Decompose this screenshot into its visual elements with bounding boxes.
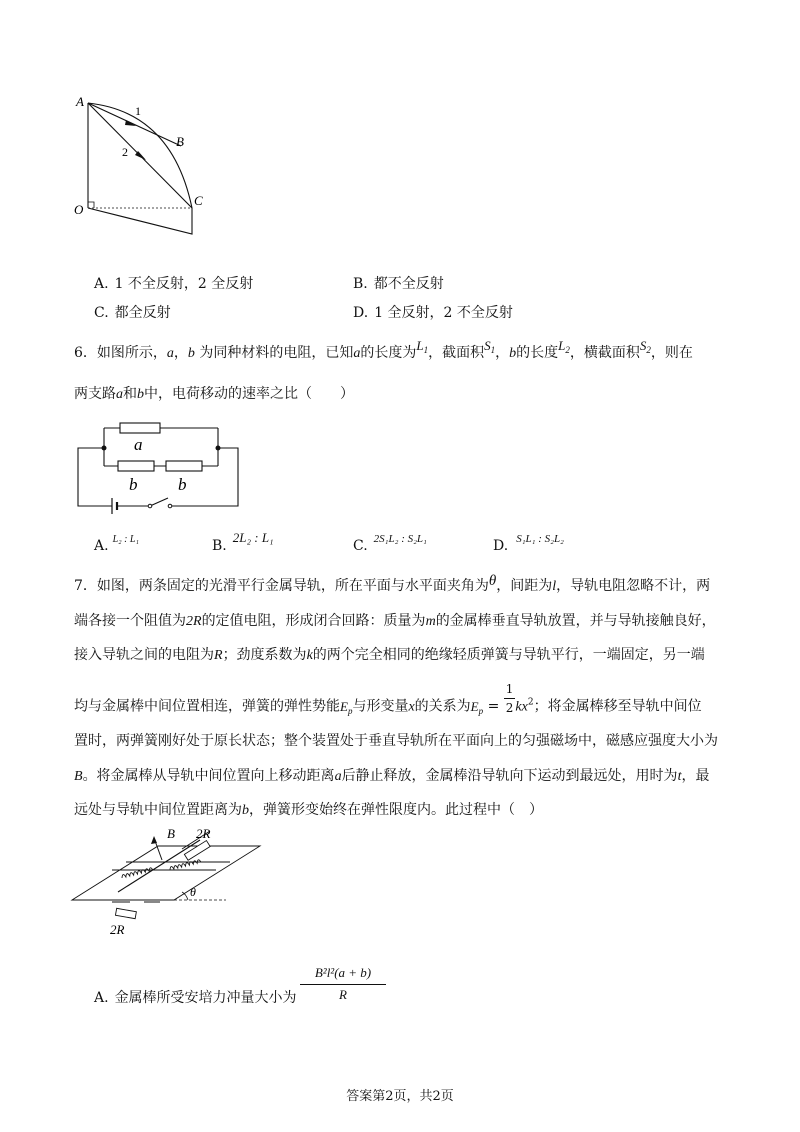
metal-rod bbox=[118, 840, 200, 892]
q6-option-d[interactable]: D. $^{S_1L_1 : S_2L_2}$ bbox=[493, 533, 564, 554]
switch-pivot bbox=[148, 504, 152, 508]
option-letter: A. bbox=[94, 276, 109, 292]
switch-lever bbox=[150, 498, 168, 506]
q5-option-c[interactable] bbox=[94, 303, 171, 323]
option-letter: D. bbox=[353, 305, 369, 321]
q7-stem-line6: B。将金属棒从导轨中间位置向上移动距离a后静止释放，金属棒沿导轨向下运动到最远处，用时为t，最 bbox=[74, 768, 710, 784]
page-footer: 答案第2页，共2页 bbox=[346, 1089, 454, 1104]
rail-figure bbox=[70, 822, 270, 942]
q7-stem-line4: 均与金属棒中间位置相连，弹簧的弹性势能$E_p$与形变量x的关系为$E_p$ = $\frac{1}{2}$ $kx^2$；将金属棒移至导轨中间位 bbox=[74, 682, 702, 716]
optics-figure bbox=[60, 90, 220, 250]
resistor-bottom-2R bbox=[115, 908, 136, 918]
label-a: a bbox=[134, 435, 143, 454]
label-C: C bbox=[194, 193, 203, 208]
left-loop-wire bbox=[78, 448, 112, 506]
B-arrowhead bbox=[151, 836, 157, 844]
option-text: 都全反射 bbox=[114, 305, 171, 321]
resistor-b1 bbox=[118, 461, 154, 471]
label-2R-top: 2R bbox=[196, 826, 211, 841]
option-text: 1 全反射，2 不全反射 bbox=[374, 305, 513, 321]
label-b1: b bbox=[129, 475, 138, 494]
junction-right bbox=[216, 446, 221, 451]
q7-stem-line1: 7．如图，两条固定的光滑平行金属导轨，所在平面与水平面夹角为θ，间距为l，导轨电阻忽略不计，两 bbox=[74, 573, 711, 594]
q7-option-a[interactable]: A. 金属棒所受安培力冲量大小为 bbox=[94, 990, 297, 1006]
q7-stem-line3: 接入导轨之间的电阻为R；劲度系数为k的两个完全相同的绝缘轻质弹簧与导轨平行，一端固定，另一端 bbox=[74, 647, 705, 663]
spring-right bbox=[169, 859, 201, 870]
resistor-a bbox=[120, 423, 160, 433]
q7-stem-line7: 远处与导轨中间位置距离为b，弹簧形变始终在弹性限度内。此过程中（ ） bbox=[74, 802, 543, 818]
q6-option-a[interactable]: A. $^{L_2 : L_1}$ bbox=[94, 534, 139, 554]
q6-stem-line2: 两支路a和b中，电荷移动的速率之比（ ） bbox=[74, 386, 354, 402]
resistor-b2 bbox=[166, 461, 202, 471]
label-A: A bbox=[76, 94, 84, 109]
q6-option-b[interactable]: B.2L₂ : L₁ bbox=[212, 530, 274, 554]
switch-contact bbox=[168, 504, 172, 508]
option-text: 都不全反射 bbox=[373, 276, 444, 292]
q7-optA-fraction: B²l²(a + b) R bbox=[300, 962, 386, 1005]
label-ray-1: 1 bbox=[135, 104, 141, 118]
label-2R-bottom: 2R bbox=[110, 922, 125, 937]
resistor-top-2R bbox=[184, 841, 210, 861]
q5-option-b[interactable] bbox=[353, 274, 444, 294]
q6-option-c[interactable]: C. $^{2S_1L_2 : S_2L_1}$ bbox=[353, 533, 427, 554]
label-B: B bbox=[167, 826, 175, 841]
label-ray-2: 2 bbox=[122, 145, 128, 159]
option-letter: B. bbox=[353, 276, 368, 292]
circuit-figure bbox=[70, 418, 250, 518]
arrow-1 bbox=[125, 120, 136, 126]
rail-plane bbox=[72, 846, 260, 900]
q7-stem-line2: 端各接一个阻值为2R的定值电阻，形成闭合回路：质量为m的金属棒垂直导轨放置，并与导轨接触良好， bbox=[74, 613, 716, 629]
q7-stem-line5: 置时，两弹簧刚好处于原长状态；整个装置处于垂直导轨所在平面向上的匀强磁场中，磁感应强度大小为 bbox=[74, 733, 718, 749]
junction-left bbox=[102, 446, 107, 451]
option-text: 1 不全反射，2 全反射 bbox=[114, 276, 254, 292]
label-O: O bbox=[74, 202, 84, 217]
fraction-half: $\frac{1}{2}$ bbox=[505, 682, 514, 715]
q5-option-a[interactable] bbox=[94, 274, 253, 294]
q5-option-d[interactable] bbox=[353, 303, 513, 323]
label-B: B bbox=[176, 134, 184, 149]
label-theta: θ bbox=[190, 885, 196, 899]
q6-stem-line1: 6．如图所示，a，b 为同种材料的电阻，已知a的长度为$L_1$，截面积$S_1$，b的长度$L_2$，横截面积$S_2$，则在 bbox=[74, 338, 693, 361]
right-angle-mark bbox=[88, 202, 94, 208]
bottom-edge bbox=[88, 208, 192, 234]
option-letter: C. bbox=[94, 305, 109, 321]
label-b2: b bbox=[178, 475, 187, 494]
